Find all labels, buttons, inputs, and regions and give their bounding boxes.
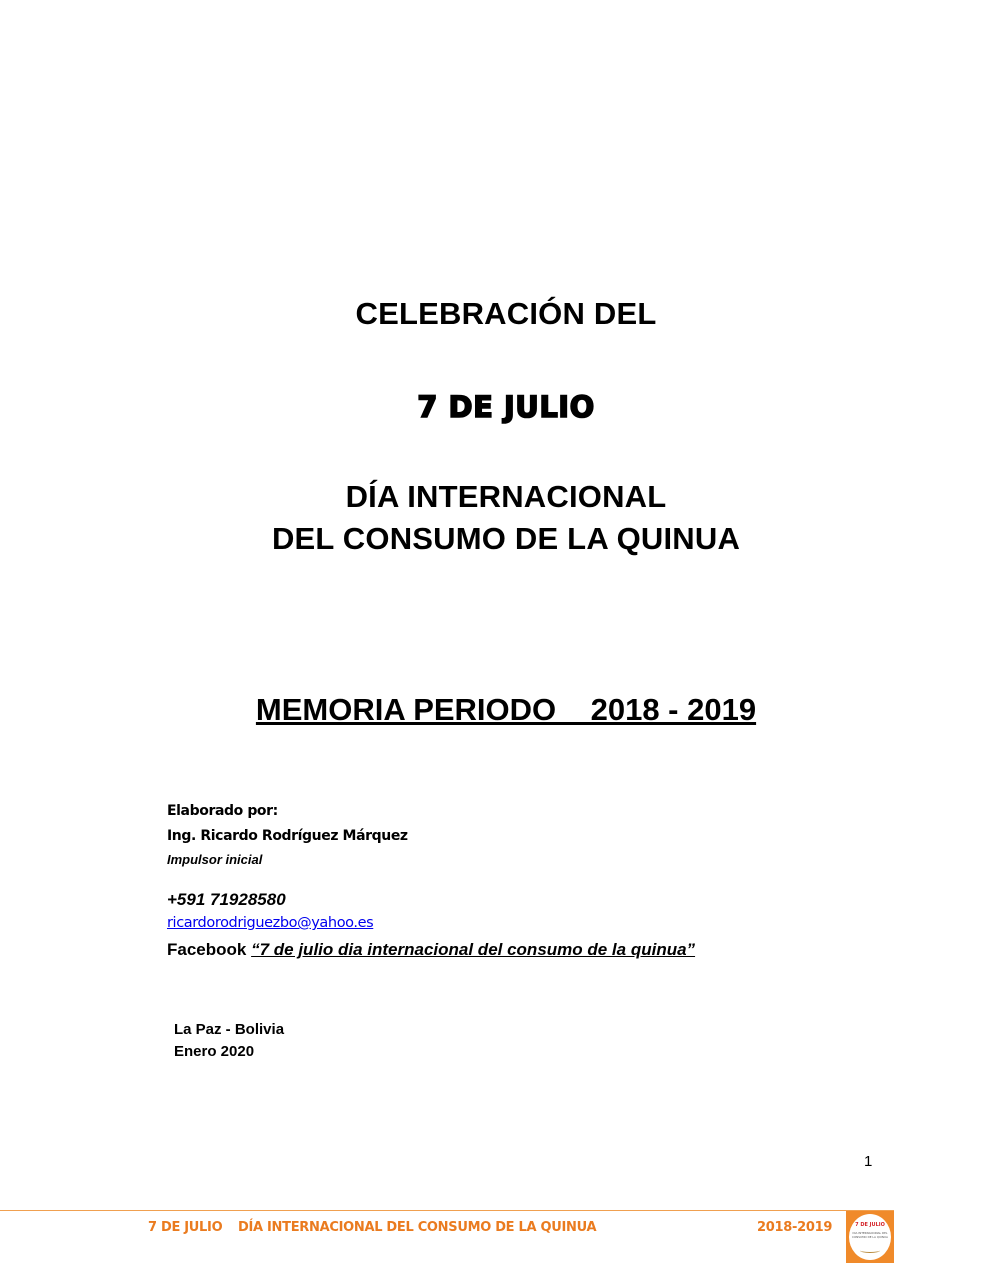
logo-title: 7 DE JULIO: [855, 1222, 885, 1228]
facebook-line: [167, 940, 695, 960]
title-line-3: DÍA INTERNACIONAL: [345, 479, 667, 514]
plate-icon: [860, 1248, 880, 1253]
memoria-heading: MEMORIA PERIODO 2018 - 2019: [255, 692, 757, 727]
author-name: Ing. Ricardo Rodríguez Márquez: [167, 828, 408, 844]
quinua-day-logo: [846, 1211, 894, 1263]
place-date: Enero 2020: [174, 1043, 255, 1060]
footer-date: 7 DE JULIO: [148, 1220, 223, 1235]
page-number: 1: [864, 1153, 873, 1170]
title-date: 7 DE JULIO: [417, 390, 595, 424]
logo-subtitle: DIA INTERNACIONAL DEL CONSUMO DE LA QUINUA: [852, 1231, 888, 1239]
footer-period: 2018-2019: [757, 1220, 833, 1235]
title-line-4: DEL CONSUMO DE LA QUINUA: [271, 521, 741, 556]
phone-number: +591 71928580: [167, 890, 286, 909]
author-role: Impulsor inicial: [167, 852, 263, 867]
title-line-1: CELEBRACIÓN DEL: [355, 296, 657, 331]
email-link[interactable]: ricardorodriguezbo@yahoo.es: [167, 915, 374, 931]
logo-badge: [849, 1214, 891, 1260]
footer-divider: [0, 1210, 894, 1211]
facebook-page-link[interactable]: “7 de julio dia internacional del consumo de la quinua”: [251, 940, 696, 959]
place-city: La Paz - Bolivia: [174, 1021, 285, 1038]
prepared-by-label: Elaborado por:: [167, 803, 278, 819]
footer-title: DÍA INTERNACIONAL DEL CONSUMO DE LA QUINUA: [238, 1220, 597, 1235]
facebook-label: Facebook: [167, 940, 252, 959]
